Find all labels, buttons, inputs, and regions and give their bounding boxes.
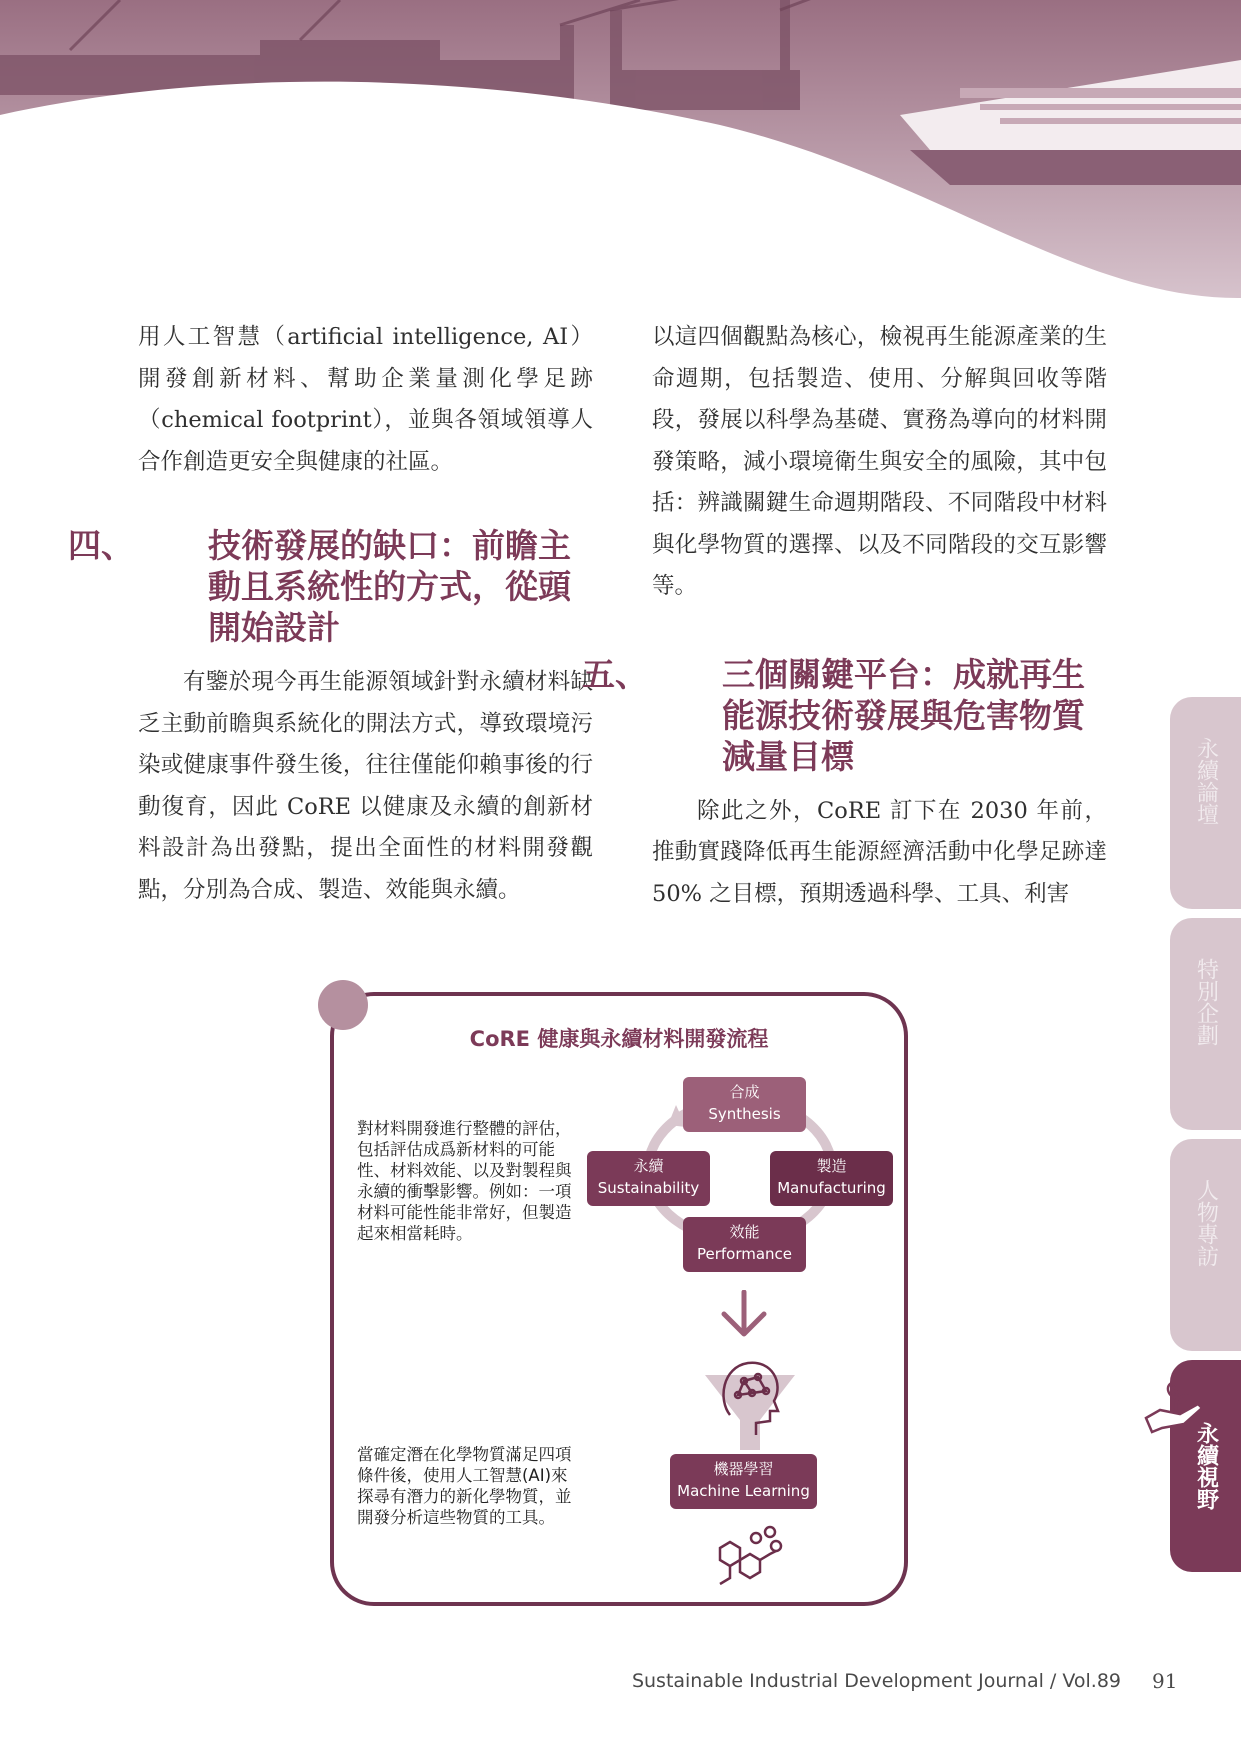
molecule-icon — [708, 1518, 788, 1588]
figure-note-top: 對材料開發進行整體的評估，包括評估成爲新材料的可能性、材料效能、以及對製程與永續的衝擊影響。例如：一項材料可能性能非常好，但製造起來相當耗時。 — [357, 1119, 572, 1243]
figure-title: CoRE 健康與永續材料開發流程 — [469, 1027, 769, 1051]
machine-learning-en: Machine Learning — [677, 1482, 810, 1500]
section-4-heading — [68, 525, 593, 648]
intro-paragraph: 用人工智慧（artificial intelligence, AI）開發創新材料、幫助企業量測化學足跡（chemical footprint），並與各領域領導人合作創造更安全與健康的社區。 — [138, 324, 593, 475]
manufacturing-en: Manufacturing — [777, 1179, 886, 1197]
sustainability-zh: 永續 — [633, 1157, 664, 1175]
figure-note-bottom: 當確定潛在化學物質滿足四項條件後，使用人工智慧(AI)來探尋有潛力的新化學物質，並開發分析這些物質的工具。 — [357, 1445, 572, 1527]
section-4-title: 技術發展的缺口：前瞻主動且系統性的方式，從頭開始設計 — [208, 526, 571, 647]
machine-learning-zh: 機器學習 — [713, 1460, 774, 1478]
left-column — [68, 317, 593, 911]
section-5-title: 三個關鍵平台：成就再生能源技術發展與危害物質減量目標 — [722, 654, 1085, 776]
tab-label: 人物專訪 — [1193, 1179, 1219, 1267]
right-paragraph-1: 以這四個觀點為核心，檢視再生能源產業的生命週期，包括製造、使用、分解與回收等階段，發展以科學為基礎、實務為導向的材料開發策略，減小環境衛生與安全的風險，其中包括：辨識關鍵生命週期階段、不同階段中材料與化學物質的選擇、以及不同階段的交互影響等。 — [652, 324, 1107, 599]
right-column — [582, 317, 1107, 915]
arrow-down-icon — [718, 1290, 770, 1338]
section-5-number: 五、 — [582, 654, 648, 694]
sustainability-box — [587, 1151, 710, 1206]
manufacturing-zh: 製造 — [816, 1157, 847, 1175]
section-5-paragraph: 除此之外，CoRE 訂下在 2030 年前，推動實踐降低再生能源經濟活動中化學足跡達 50% 之目標，預期透過科學、工具、利害 — [652, 797, 1107, 907]
manufacturing-box — [770, 1151, 893, 1206]
ai-brain-head-icon — [700, 1345, 800, 1455]
section-4-paragraph: 有鑒於現今再生能源領域針對永續材料缺乏主動前瞻與系統化的開法方式，導致環境污染或健康事件發生後，往往僅能仰賴事後的行動復育，因此 CoRE 以健康及永續的創新材料設計為出發點，提出全面性的材料開發觀點，分別為合成、製造、效能與永續。 — [138, 669, 593, 903]
tab-label: 特別企劃 — [1193, 958, 1219, 1046]
section-5-heading — [582, 654, 1107, 777]
tab-sustainability-forum[interactable] — [1170, 697, 1241, 909]
tab-special-feature[interactable] — [1170, 918, 1241, 1130]
tab-label: 永續論壇 — [1193, 737, 1219, 825]
page-number: 91 — [1152, 1669, 1178, 1693]
tab-sustainability-vision[interactable] — [1170, 1360, 1241, 1572]
journal-footer: Sustainable Industrial Development Journal / Vol.89 — [631, 1670, 1121, 1692]
performance-box — [683, 1217, 806, 1272]
synthesis-zh: 合成 — [729, 1083, 760, 1101]
performance-en: Performance — [696, 1245, 793, 1263]
section-4-number: 四、 — [68, 526, 134, 565]
synthesis-en: Synthesis — [708, 1105, 781, 1123]
tab-interview[interactable] — [1170, 1139, 1241, 1351]
hand-plant-icon — [1140, 1370, 1210, 1440]
performance-zh: 效能 — [729, 1223, 760, 1241]
header-banner-image — [0, 0, 1241, 310]
synthesis-box — [683, 1077, 806, 1132]
tab-label: 永續視野 — [1193, 1422, 1219, 1510]
sustainability-en: Sustainability — [597, 1179, 700, 1197]
machine-learning-box — [670, 1454, 817, 1509]
